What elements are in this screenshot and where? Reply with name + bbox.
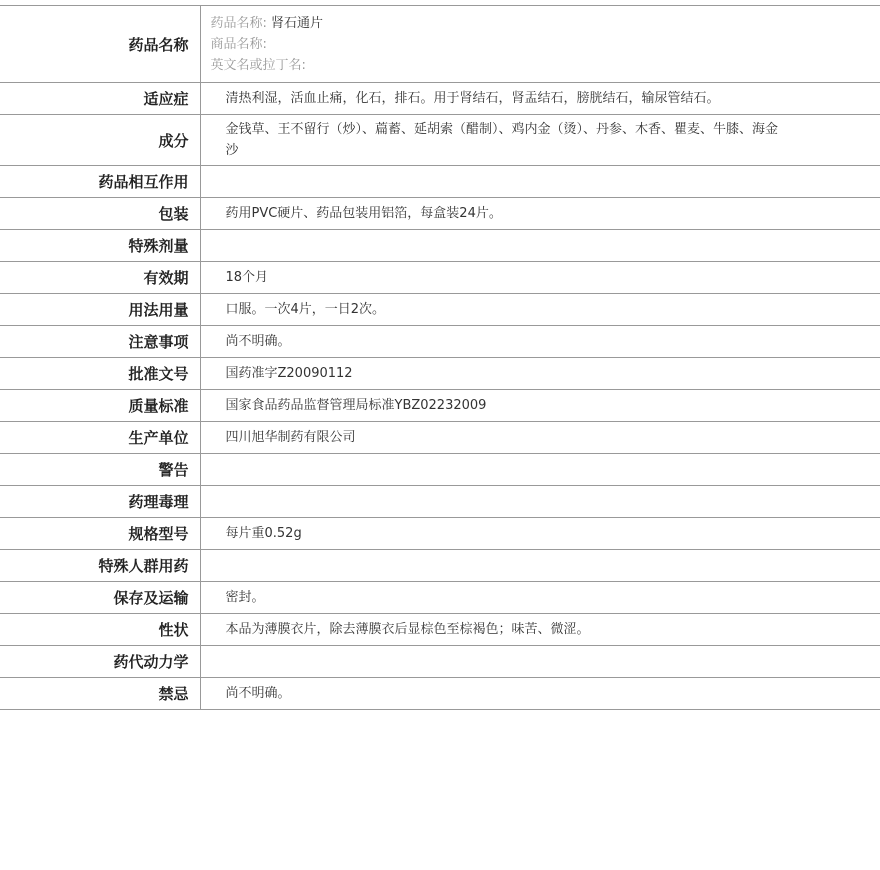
row-label: 生产单位 (0, 422, 200, 454)
row-value: 18个月 (200, 262, 880, 294)
generic-name-key: 药品名称: (210, 15, 267, 31)
table-row-specification (0, 518, 880, 550)
row-value: 金钱草、王不留行（炒）、萹蓄、延胡索（醋制）、鸡内金（烫）、丹参、木香、瞿麦、牛膝、海金沙 (200, 115, 880, 166)
table-row-ingredients (0, 115, 880, 166)
row-label: 保存及运输 (0, 582, 200, 614)
row-label: 药品名称 (0, 6, 200, 83)
row-label: 性状 (0, 614, 200, 646)
row-value: 口服。一次4片，一日2次。 (200, 294, 880, 326)
row-label: 药品相互作用 (0, 166, 200, 198)
row-value (200, 166, 880, 198)
row-label: 有效期 (0, 262, 200, 294)
table-row-usage-dosage (0, 294, 880, 326)
row-value: 药用PVC硬片、药品包装用铝箔，每盒装24片。 (200, 198, 880, 230)
row-value: 四川旭华制药有限公司 (200, 422, 880, 454)
row-label: 特殊人群用药 (0, 550, 200, 582)
table-row-drug-name (0, 6, 880, 83)
row-label: 药理毒理 (0, 486, 200, 518)
table-row-precautions (0, 326, 880, 358)
table-row-packaging (0, 198, 880, 230)
table-row-pharmacokinetics (0, 646, 880, 678)
table-row-pharmacology (0, 486, 880, 518)
table-row-special-populations (0, 550, 880, 582)
latin-name-line (211, 55, 791, 76)
name-block-values (200, 6, 880, 83)
generic-name-value: 肾石通片 (271, 15, 324, 31)
table-row-manufacturer (0, 422, 880, 454)
trade-name-key: 商品名称: (210, 36, 267, 52)
row-value (200, 550, 880, 582)
row-label: 用法用量 (0, 294, 200, 326)
table-row-shelf-life (0, 262, 880, 294)
table-row-contraindications (0, 678, 880, 710)
row-value: 国药准字Z20090112 (200, 358, 880, 390)
table-row-approval-number (0, 358, 880, 390)
row-value: 密封。 (200, 582, 880, 614)
row-label: 包装 (0, 198, 200, 230)
row-label: 适应症 (0, 83, 200, 115)
table-row-indications (0, 83, 880, 115)
row-label: 成分 (0, 115, 200, 166)
row-value: 尚不明确。 (200, 326, 880, 358)
latin-name-key: 英文名或拉丁名: (210, 57, 306, 73)
row-value (200, 230, 880, 262)
trade-name-line (211, 34, 791, 55)
row-label: 警告 (0, 454, 200, 486)
generic-name-line (211, 13, 791, 34)
table-row-description (0, 614, 880, 646)
row-label: 禁忌 (0, 678, 200, 710)
row-value: 本品为薄膜衣片，除去薄膜衣后显棕色至棕褐色；味苦、微涩。 (200, 614, 880, 646)
row-value: 清热利湿，活血止痛，化石，排石。用于肾结石，肾盂结石，膀胱结石，输尿管结石。 (200, 83, 880, 115)
row-value (200, 454, 880, 486)
row-label: 药代动力学 (0, 646, 200, 678)
drug-spec-table (0, 5, 880, 710)
table-row-special-dosage (0, 230, 880, 262)
row-value (200, 646, 880, 678)
row-value: 每片重0.52g (200, 518, 880, 550)
row-value: 国家食品药品监督管理局标准YBZ02232009 (200, 390, 880, 422)
row-label: 注意事项 (0, 326, 200, 358)
table-row-quality-standard (0, 390, 880, 422)
table-row-storage (0, 582, 880, 614)
table-row-interactions (0, 166, 880, 198)
row-label: 批准文号 (0, 358, 200, 390)
row-label: 规格型号 (0, 518, 200, 550)
row-label: 质量标准 (0, 390, 200, 422)
table-row-warning (0, 454, 880, 486)
row-value: 尚不明确。 (200, 678, 880, 710)
row-value (200, 486, 880, 518)
row-label: 特殊剂量 (0, 230, 200, 262)
